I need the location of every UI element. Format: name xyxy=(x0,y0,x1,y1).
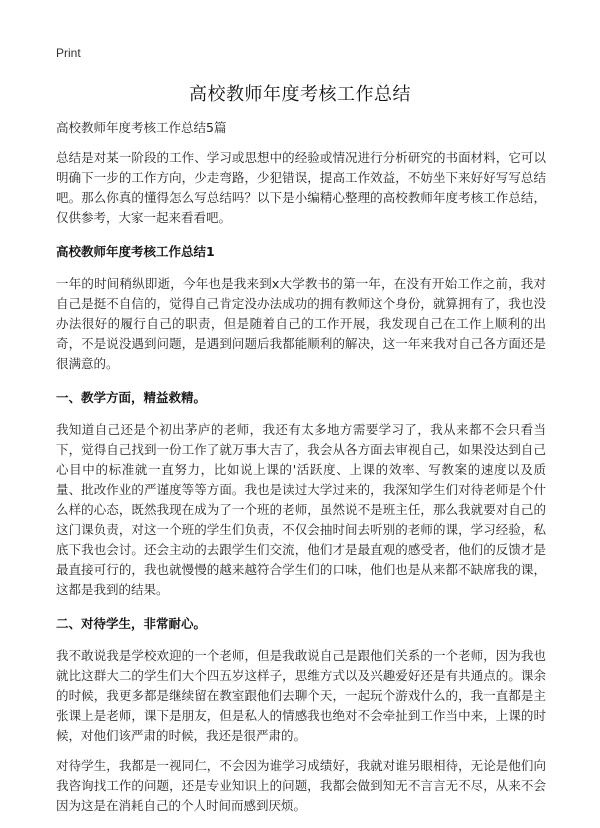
intro-paragraph: 总结是对某一阶段的工作、学习或思想中的经验或情况进行分析研究的书面材料，它可以明确下一步的工作方向，少走弯路，少犯错误，提高工作效益，不妨坐下来好好写写总结吧。那么你真的懂得怎么写总结吗？以下是小编精心整理的高校教师年度考核工作总结，仅供参考，大家一起来看看吧。 xyxy=(56,150,546,225)
teaching-paragraph: 我知道自己还是个初出茅庐的老师，我还有太多地方需要学习了，我从来都不会只看当下，觉得自己找到一份工作了就万事大吉了，我会从各方面去审视自己，如果没达到自己心目中的标准就一直努力，比如说上课的'活跃度、上课的效率、写教案的速度以及质量、批改作业的严谨度等等方面。我也是读过大学过来的，我深知学生们对待老师是个什么样的心态，既然我现在成为了一个班的老师，虽然说不是班主任，那么我就要对自己的这门课负责，对这一个班的学生们负责，不仅会抽时间去听别的老师的课，学习经验，私底下我也会讨。还会主动的去跟学生们交流，他们才是最直观的感受者，他们的反馈才是最直接可行的，我也就慢慢的越来越符合学生们的口味，他们也是从来都不缺席我的课，这都是我到的结果。 xyxy=(56,422,546,597)
students-paragraph-2: 对待学生，我都是一视同仁，不会因为谁学习成绩好，我就对谁另眼相待，无论是他们向我咨询找工作的问题，还是专业知识上的问题，我都会做到知无不言言无不尽，从来不会因为这是在消耗自己的个人时间而感到厌烦。 xyxy=(56,758,546,813)
document-body xyxy=(56,118,546,826)
students-paragraph-1: 我不敢说我是学校欢迎的一个老师，但是我敢说自己是跟他们关系的一个老师，因为我也就比这群大二的学生们大个四五岁这样子，思维方式以及兴趣爱好还是有共通点的。课余的时候，我更多都是继续留在教室跟他们去聊个天，一起玩个游戏什么的，我一直都是主张课上是老师，课下是朋友，但是私人的情感我也绝对不会牵扯到工作当中来，上课的时候，对他们该严肃的时候，我还是很严肃的。 xyxy=(56,648,546,743)
document-subtitle: 高校教师年度考核工作总结5篇 xyxy=(56,120,227,135)
page-title: 高校教师年度考核工作总结 xyxy=(189,84,411,105)
teaching-heading: 一、教学方面，精益救精。 xyxy=(56,390,207,405)
students-heading: 二、对待学生，非常耐心。 xyxy=(56,616,207,631)
print-label[interactable]: Print xyxy=(56,46,81,60)
section-1-heading: 高校教师年度考核工作总结1 xyxy=(56,244,215,259)
section-1-paragraph: 一年的时间稍纵即逝，今年也是我来到x大学教书的第一年，在没有开始工作之前，我对自己是挺不自信的，觉得自己肯定没办法成功的拥有教师这个身份，就算拥有了，我也没办法很好的履行自己的职责，但是随着自己的工作开展，我发现自己在工作上顺利的出奇，不是说没遇到问题，是遇到问题后我都能顺利的解决，这一年来我对自己各方面还是很满意的。 xyxy=(56,276,546,371)
